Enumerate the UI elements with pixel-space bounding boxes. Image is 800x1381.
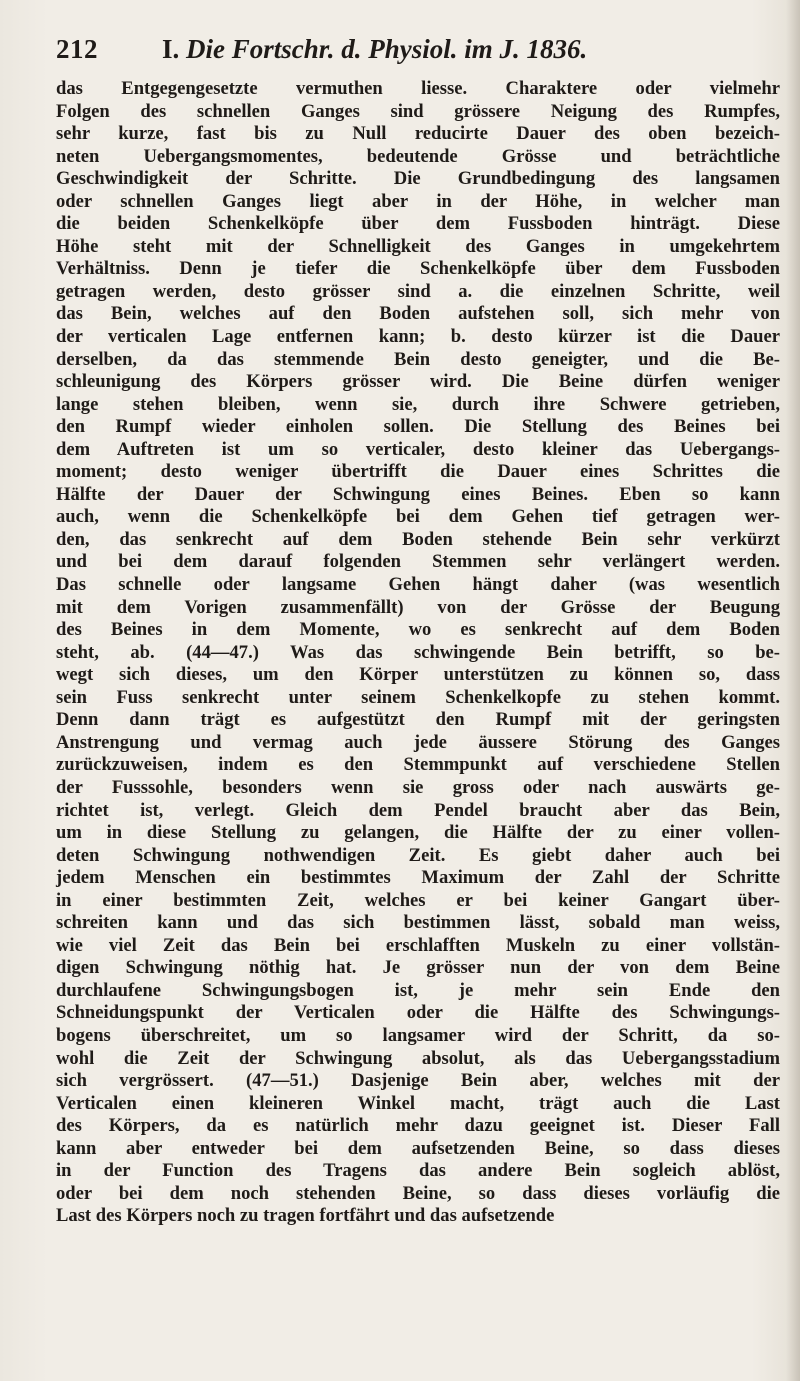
- text-line: Denn dann trägt es aufgestützt den Rumpf mit der geringsten: [56, 709, 780, 731]
- text-line: Das schnelle oder langsame Gehen hängt daher (was wesentlich: [56, 574, 780, 596]
- text-line: oder bei dem noch stehenden Beine, so dass dieses vorläufig die: [56, 1182, 780, 1204]
- page-edge-shadow: [786, 0, 800, 1381]
- text-line: Höhe steht mit der Schnelligkeit des Ganges in umgekehrtem: [56, 235, 780, 257]
- text-line: getragen werden, desto grösser sind a. die einzelnen Schritte, weil: [56, 280, 780, 302]
- text-line: deten Schwingung nothwendigen Zeit. Es giebt daher auch bei: [56, 844, 780, 866]
- text-line: lange stehen bleiben, wenn sie, durch ihre Schwere getrieben,: [56, 393, 780, 415]
- text-line: Anstrengung und vermag auch jede äussere Störung des Ganges: [56, 731, 780, 753]
- text-line: der Fusssohle, besonders wenn sie gross oder nach auswärts ge-: [56, 776, 780, 798]
- text-line: in einer bestimmten Zeit, welches er bei keiner Gangart über-: [56, 889, 780, 911]
- body-text: [56, 78, 780, 1228]
- text-line: sehr kurze, fast bis zu Null reducirte Dauer des oben bezeich-: [56, 123, 780, 145]
- text-line: jedem Menschen ein bestimmtes Maximum der Zahl der Schritte: [56, 867, 780, 889]
- text-line: zurückzuweisen, indem es den Stemmpunkt auf verschiedene Stellen: [56, 754, 780, 776]
- text-line: auch, wenn die Schenkelköpfe bei dem Gehen tief getragen wer-: [56, 506, 780, 528]
- text-line: schleunigung des Körpers grösser wird. Die Beine dürfen weniger: [56, 371, 780, 393]
- text-line: schreiten kann und das sich bestimmen lässt, sobald man weiss,: [56, 912, 780, 934]
- text-line: sein Fuss senkrecht unter seinem Schenkelkopfe zu stehen kommt.: [56, 686, 780, 708]
- text-line: um in diese Stellung zu gelangen, die Hälfte der zu einer vollen-: [56, 822, 780, 844]
- text-line: derselben, da das stemmende Bein desto geneigter, und die Be-: [56, 348, 780, 370]
- text-line: Folgen des schnellen Ganges sind grössere Neigung des Rumpfes,: [56, 100, 780, 122]
- text-line: in der Function des Tragens das andere Bein sogleich ablöst,: [56, 1160, 780, 1182]
- text-line: mit dem Vorigen zusammenfällt) von der Grösse der Beugung: [56, 596, 780, 618]
- text-line: Hälfte der Dauer der Schwingung eines Beines. Eben so kann: [56, 483, 780, 505]
- running-header: [56, 34, 776, 74]
- text-line: des Beines in dem Momente, wo es senkrecht auf dem Boden: [56, 619, 780, 641]
- text-line: die beiden Schenkelköpfe über dem Fussboden hinträgt. Diese: [56, 213, 780, 235]
- text-line: den Rumpf wieder einholen sollen. Die Stellung des Beines bei: [56, 416, 780, 438]
- text-line: digen Schwingung nöthig hat. Je grösser nun der von dem Beine: [56, 957, 780, 979]
- section-number: I.: [162, 34, 180, 64]
- text-line: moment; desto weniger übertrifft die Dauer eines Schrittes die: [56, 461, 780, 483]
- text-line: das Bein, welches auf den Boden aufstehen soll, sich mehr von: [56, 303, 780, 325]
- text-line: des Körpers, da es natürlich mehr dazu geeignet ist. Dieser Fall: [56, 1115, 780, 1137]
- text-line: durchlaufene Schwingungsbogen ist, je mehr sein Ende den: [56, 979, 780, 1001]
- running-title-text: Die Fortschr. d. Physiol. im J. 1836.: [186, 34, 588, 64]
- text-line: wegt sich dieses, um den Körper unterstützen zu können so, dass: [56, 664, 780, 686]
- text-line: Schneidungspunkt der Verticalen oder die Hälfte des Schwingungs-: [56, 1002, 780, 1024]
- text-line: der verticalen Lage entfernen kann; b. desto kürzer ist die Dauer: [56, 326, 780, 348]
- text-line: bogens überschreitet, um so langsamer wird der Schritt, da so-: [56, 1024, 780, 1046]
- page-number: 212: [56, 34, 98, 64]
- text-line: richtet ist, verlegt. Gleich dem Pendel braucht aber das Bein,: [56, 799, 780, 821]
- text-line: kann aber entweder bei dem aufsetzenden Beine, so dass dieses: [56, 1137, 780, 1159]
- text-line: sich vergrössert. (47—51.) Dasjenige Bein aber, welches mit der: [56, 1070, 780, 1092]
- text-line: dem Auftreten ist um so verticaler, desto kleiner das Uebergangs-: [56, 438, 780, 460]
- text-line: das Entgegengesetzte vermuthen liesse. Charaktere oder vielmehr: [56, 78, 780, 99]
- text-line: Last des Körpers noch zu tragen fortfährt und das aufsetzende: [56, 1205, 555, 1227]
- text-line: wie viel Zeit das Bein bei erschlafften Muskeln zu einer vollstän-: [56, 934, 780, 956]
- text-line: und bei dem darauf folgenden Stemmen sehr verlängert werden.: [56, 551, 780, 573]
- text-line: wohl die Zeit der Schwingung absolut, als das Uebergangsstadium: [56, 1047, 780, 1069]
- text-line: Verticalen einen kleineren Winkel macht, trägt auch die Last: [56, 1092, 780, 1114]
- text-line: neten Uebergangsmomentes, bedeutende Grösse und beträchtliche: [56, 145, 780, 167]
- text-line: oder schnellen Ganges liegt aber in der Höhe, in welcher man: [56, 190, 780, 212]
- text-line: Geschwindigkeit der Schritte. Die Grundbedingung des langsamen: [56, 168, 780, 190]
- text-line: steht, ab. (44—47.) Was das schwingende Bein betrifft, so be-: [56, 641, 780, 663]
- running-title: [162, 34, 587, 65]
- text-line: Verhältniss. Denn je tiefer die Schenkelköpfe über dem Fussboden: [56, 258, 780, 280]
- text-line: den, das senkrecht auf dem Boden stehende Bein sehr verkürzt: [56, 528, 780, 550]
